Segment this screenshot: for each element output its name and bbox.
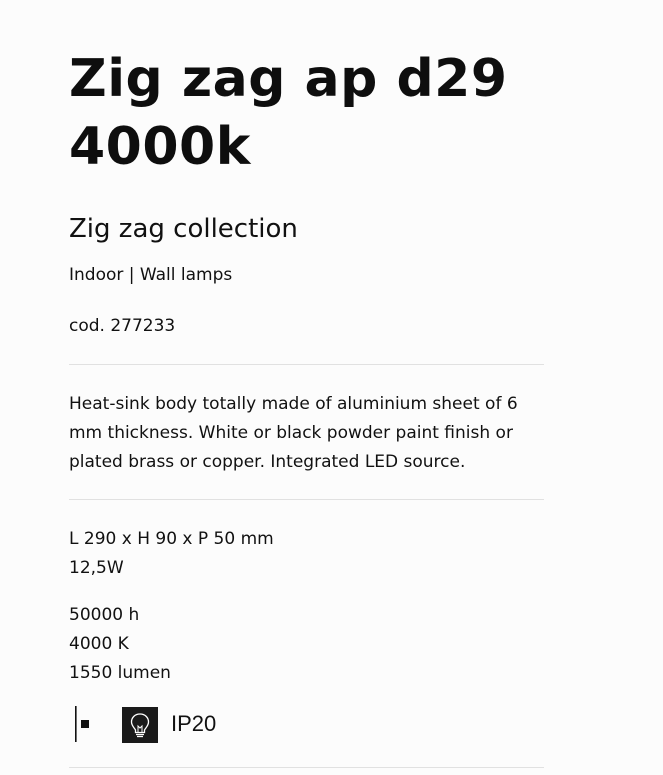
product-code: cod. 277233 (69, 316, 176, 336)
wall-mount-icon (74, 706, 92, 742)
divider (69, 364, 544, 365)
product-title-line-2: 4000k (69, 117, 251, 177)
spec-color-temperature: 4000 K (69, 634, 129, 654)
product-category: Indoor | Wall lamps (69, 265, 233, 285)
collection-link[interactable]: Zig zag collection (69, 214, 298, 244)
spec-dimensions: L 290 x H 90 x P 50 mm (69, 529, 274, 549)
spec-luminous-flux: 1550 lumen (69, 663, 171, 683)
spec-lifetime: 50000 h (69, 605, 140, 625)
specs-group-light (69, 601, 171, 688)
product-title (69, 45, 549, 181)
bulb-icon (122, 707, 158, 743)
divider (69, 767, 544, 768)
specs-group-physical (69, 525, 274, 583)
spec-power: 12,5W (69, 558, 124, 578)
product-title-line-1: Zig zag ap d29 (69, 49, 508, 109)
product-icons (69, 705, 369, 743)
divider (69, 499, 544, 500)
product-description: Heat-sink body totally made of aluminium sheet of 6 mm thickness. White or black powder paint finish or plated brass or copper. Integrated LED source. (69, 394, 518, 472)
bulb-badge (122, 707, 158, 743)
ip-rating: IP20 (171, 711, 217, 736)
